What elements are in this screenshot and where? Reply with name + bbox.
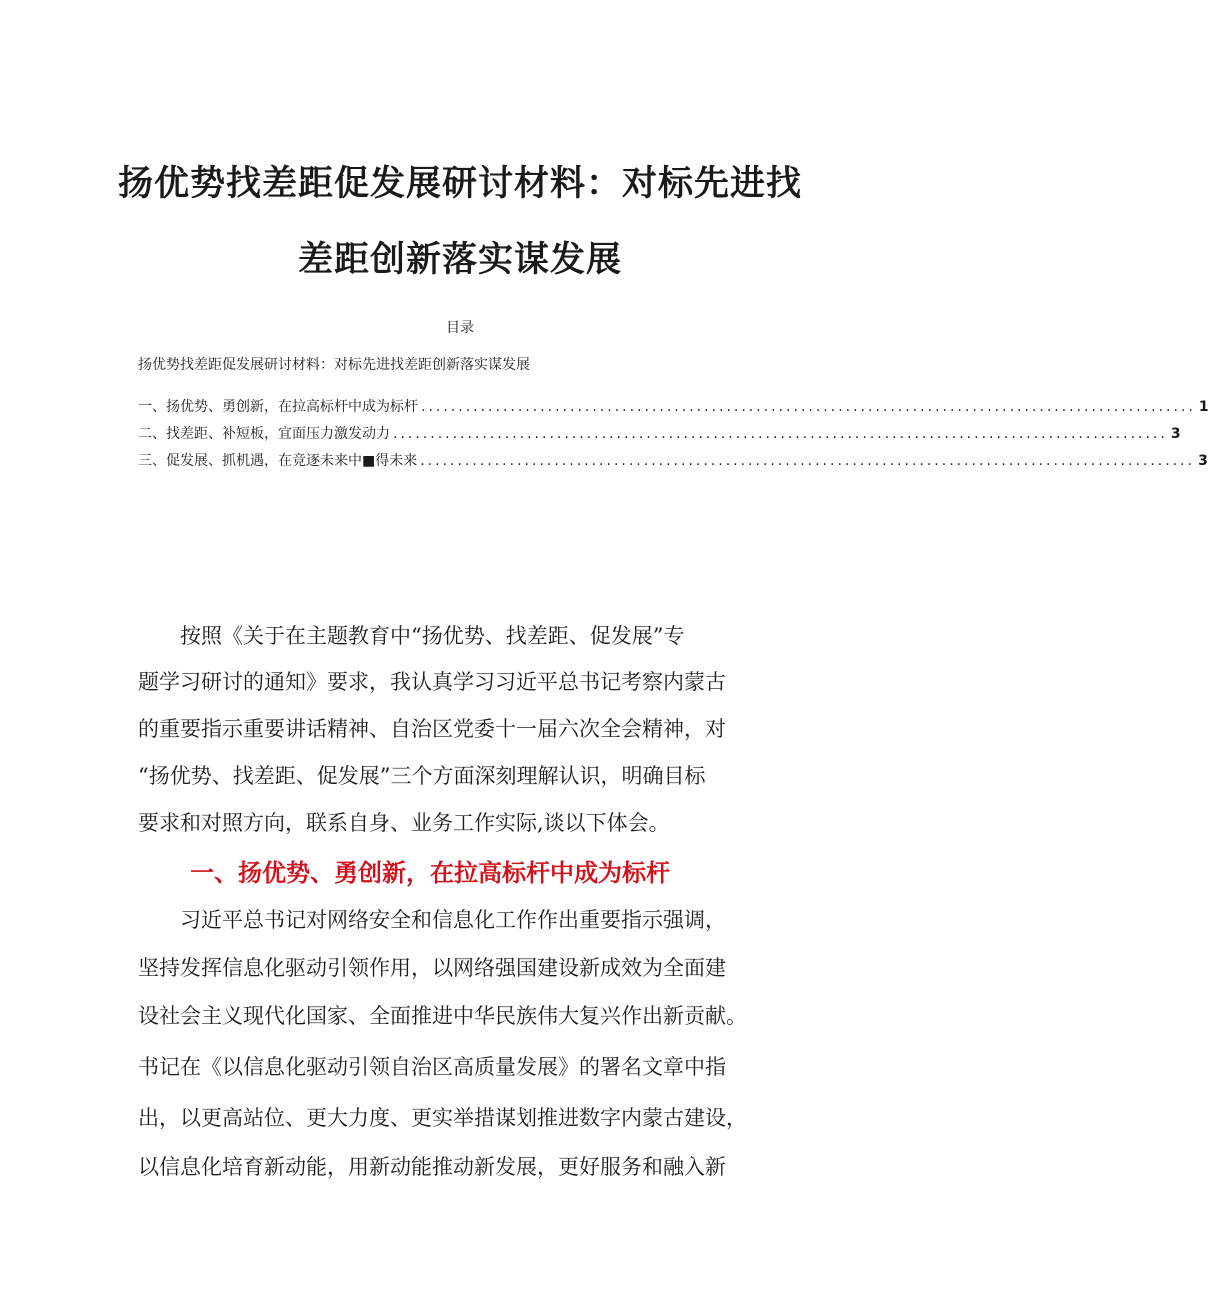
toc-entry[interactable] <box>138 396 1209 416</box>
toc-entry-label: 三、促发展、抓机遇，在竞逐未来中■得未来 <box>138 453 418 469</box>
toc-entry-label: 一、扬优势、勇创新，在拉高标杆中成为标杆 <box>138 399 418 415</box>
body-text-line: 题学习研讨的通知》要求，我认真学习习近平总书记考察内蒙古 <box>138 670 726 694</box>
toc-entry-page: 3 <box>1198 453 1208 469</box>
body-text-line: 习近平总书记对网络安全和信息化工作作出重要指示强调， <box>138 908 726 932</box>
body-text-line: 按照《关于在主题教育中“扬优势、找差距、促发展”专 <box>138 624 685 648</box>
body-text-line: 以信息化培育新动能，用新动能推动新发展，更好服务和融入新 <box>138 1155 726 1179</box>
toc-entry-page: 3 <box>1170 426 1181 442</box>
body-text-line: 的重要指示重要讲话精神、自治区党委十一届六次全会精神，对 <box>138 717 726 741</box>
toc-entry[interactable] <box>138 450 1208 470</box>
toc-document-title: 扬优势找差距促发展研讨材料：对标先进找差距创新落实谋发展 <box>138 357 530 373</box>
toc-entry-page: 1 <box>1198 399 1209 415</box>
document-title-line-2: 差距创新落实谋发展 <box>297 240 622 280</box>
document-title-line-1: 扬优势找差距促发展研讨材料：对标先进找 <box>117 164 802 204</box>
section-heading: 一、扬优势、勇创新，在拉高标杆中成为标杆 <box>190 859 670 887</box>
toc-heading: 目录 <box>446 320 474 336</box>
body-text-line: “扬优势、找差距、促发展”三个方面深刻理解认识，明确目标 <box>138 764 706 788</box>
toc-leader-dots: ........................................................................................................ <box>421 399 1196 415</box>
toc-leader-dots: ........................................................................................................ <box>393 426 1168 442</box>
body-text-line: 要求和对照方向，联系自身、业务工作实际,谈以下体会。 <box>138 811 670 835</box>
body-text-line: 书记在《以信息化驱动引领自治区高质量发展》的署名文章中指 <box>138 1055 726 1079</box>
body-text-line: 出，以更高站位、更大力度、更实举措谋划推进数字内蒙古建设， <box>138 1106 747 1130</box>
body-text-line: 设社会主义现代化国家、全面推进中华民族伟大复兴作出新贡献。 <box>138 1004 747 1028</box>
toc-entry[interactable] <box>138 423 1181 443</box>
body-text-line: 坚持发挥信息化驱动引领作用，以网络强国建设新成效为全面建 <box>138 956 726 980</box>
toc-leader-dots: ........................................................................................................ <box>420 453 1196 469</box>
toc-entry-label: 二、找差距、补短板，宜面压力激发动力 <box>138 426 390 442</box>
